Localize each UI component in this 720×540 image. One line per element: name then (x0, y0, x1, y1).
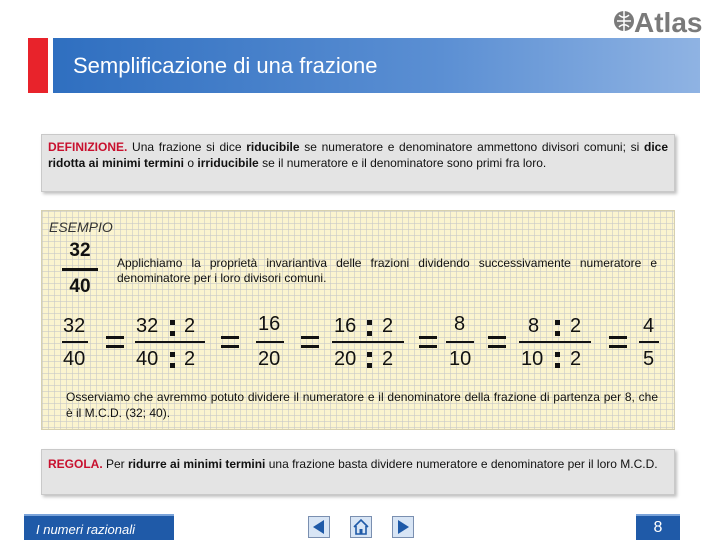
section-label: I numeri razionali (24, 514, 174, 540)
f4-numerator: 16 (334, 315, 357, 337)
page-number: 8 (636, 514, 680, 540)
equals-sign (301, 336, 319, 348)
divide-sign (170, 352, 175, 368)
f5-denominator: 10 (449, 348, 472, 370)
f6-divisor-numerator: 2 (570, 315, 582, 337)
equals-sign (488, 336, 506, 348)
f3-denominator: 20 (258, 348, 281, 370)
forward-button[interactable] (392, 516, 414, 538)
example-explanation: Applichiamo la proprietà invariantiva delle frazioni dividendo successivamente numeratore e denominatore per i loro divisori comuni. (117, 256, 657, 285)
f2-divisor-numerator: 2 (184, 315, 196, 337)
f4-denominator: 20 (334, 348, 357, 370)
equals-sign (609, 336, 627, 348)
divide-sign (367, 320, 372, 336)
example-label: ESEMPIO (49, 219, 113, 235)
header-accent-bar (28, 38, 48, 93)
fraction-numerator: 32 (69, 240, 91, 261)
divide-sign (170, 320, 175, 336)
svg-text:Atlas: Atlas (634, 7, 702, 38)
back-button[interactable] (308, 516, 330, 538)
f2-divisor-denominator: 2 (184, 348, 196, 370)
page-title: Semplificazione di una frazione (73, 53, 378, 78)
f6-denominator: 10 (521, 348, 544, 370)
equals-sign (106, 336, 124, 348)
definition-box: DEFINIZIONE. Una frazione si dice riducibile se numeratore e denominatore ammettono divisori comuni; si dice ridotta ai minimi termini o irriducibile se il numeratore e il denominatore sono primi fra loro. (41, 134, 675, 192)
f2-denominator: 40 (136, 348, 159, 370)
f6-numerator: 8 (528, 315, 540, 337)
fraction-denominator: 40 (69, 276, 91, 297)
f3-numerator: 16 (258, 313, 281, 335)
f2-numerator: 32 (136, 315, 159, 337)
title-bar (53, 38, 700, 93)
f4-divisor-denominator: 2 (382, 348, 394, 370)
f4-divisor-numerator: 2 (382, 315, 394, 337)
f1-denominator: 40 (63, 348, 86, 370)
f7-denominator: 5 (643, 348, 655, 370)
divide-sign (555, 352, 560, 368)
forward-icon (393, 517, 413, 537)
home-icon (351, 517, 371, 537)
back-icon (309, 517, 329, 537)
f1-numerator: 32 (63, 315, 86, 337)
f6-divisor-denominator: 2 (570, 348, 582, 370)
rule-box: REGOLA. Per ridurre ai minimi termini una frazione basta dividere numeratore e denominatore per il loro M.C.D. (41, 449, 675, 495)
f7-numerator: 4 (643, 315, 655, 337)
equals-sign (221, 336, 239, 348)
home-button[interactable] (350, 516, 372, 538)
equals-sign (419, 336, 437, 348)
atlas-logo (612, 4, 702, 38)
example-fraction (62, 240, 98, 298)
f5-numerator: 8 (454, 313, 466, 335)
divide-sign (367, 352, 372, 368)
example-note: Osserviamo che avremmo potuto dividere il numeratore e il denominatore della frazione di partenza per 8, che è il M.C.D. (32; 40). (66, 390, 658, 420)
divide-sign (555, 320, 560, 336)
